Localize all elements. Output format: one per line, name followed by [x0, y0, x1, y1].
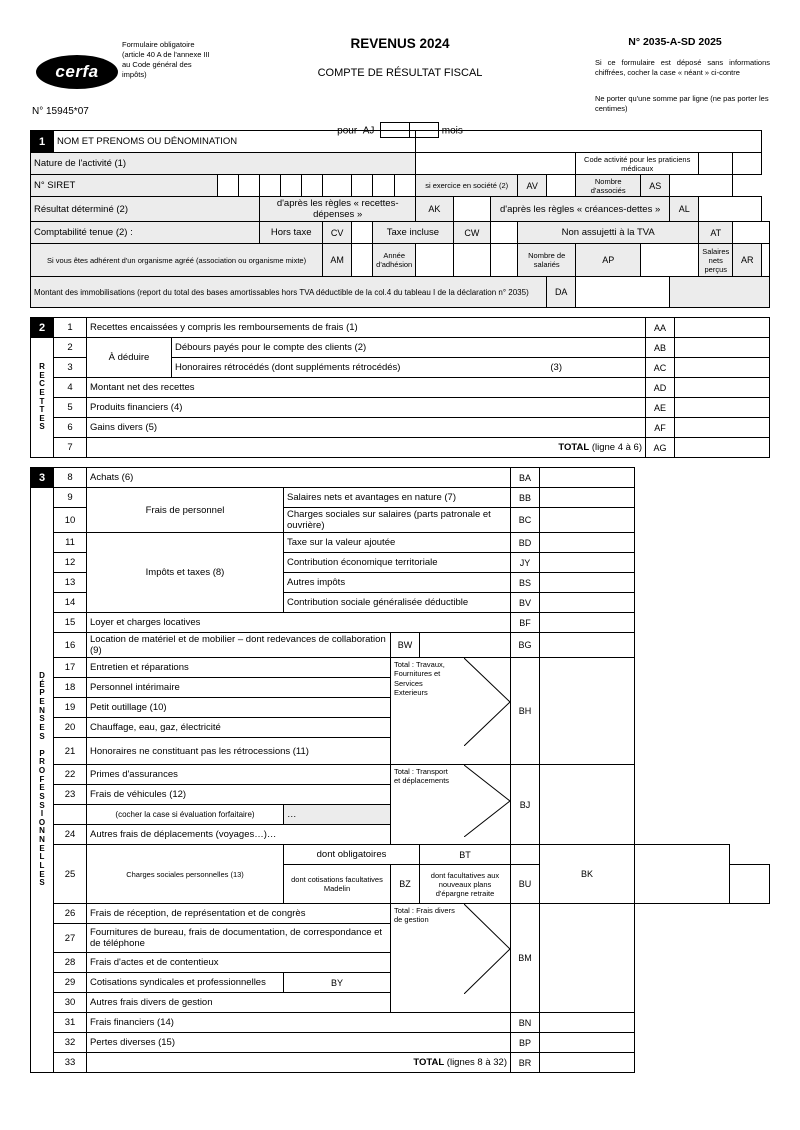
- row-value-7[interactable]: [675, 438, 770, 458]
- row-number-15: 15: [54, 613, 87, 633]
- table-row: [31, 418, 770, 438]
- annee-adhesion-label: Année d'adhésion: [373, 244, 416, 277]
- row-number-3: 3: [54, 358, 87, 378]
- row-code-bk: BK: [540, 845, 635, 904]
- table-row: [31, 398, 770, 418]
- row-code-10: BC: [511, 508, 540, 533]
- section-3-number: 3: [31, 468, 54, 488]
- row-label-2: Débours payés pour le compte des clients (2): [172, 338, 646, 358]
- row-subvalue-16[interactable]: [420, 633, 511, 658]
- row-value-8[interactable]: [540, 468, 635, 488]
- siret-box-4[interactable]: [281, 175, 302, 197]
- perp-code: BU: [511, 865, 540, 904]
- row-value-2[interactable]: [675, 338, 770, 358]
- perp-label: dont facultatives aux nouveaux plans d'épargne retraite: [420, 865, 511, 904]
- row-label-22: Primes d'assurances: [87, 765, 391, 785]
- row-label-32: Pertes diverses (15): [87, 1033, 511, 1053]
- period-line: [30, 122, 770, 140]
- table-row: [31, 175, 770, 197]
- madelin-label: dont cotisations facultatives Madelin: [284, 865, 391, 904]
- table-row: [31, 1033, 770, 1053]
- brace-transport-shape: [464, 765, 510, 837]
- code-activity-box-2[interactable]: [733, 153, 762, 175]
- period-box-2[interactable]: [410, 122, 439, 138]
- row-value-32[interactable]: [540, 1033, 635, 1053]
- row-number-25: 25: [54, 845, 87, 904]
- total-rest-label-2: (lignes 8 à 32): [444, 1057, 507, 1068]
- pour-label: pour: [337, 125, 358, 137]
- row-label-19: Petit outillage (10): [87, 698, 391, 718]
- brace-transport-label: Total : Transport et déplacements: [394, 767, 450, 786]
- salaires-nets-input[interactable]: [762, 244, 770, 277]
- resultat-box-2[interactable]: [699, 197, 762, 222]
- row-number-8: 8: [54, 468, 87, 488]
- row-label-17: Entretien et réparations: [87, 658, 391, 678]
- section-1-identification: [30, 130, 770, 308]
- form-header: [30, 22, 770, 137]
- activity-label: Nature de l'activité (1): [31, 153, 416, 175]
- row-code-2: AB: [646, 338, 675, 358]
- pour-code: AJ: [362, 125, 375, 137]
- compta-box-3[interactable]: [733, 222, 770, 244]
- row-code-13: BS: [511, 573, 540, 593]
- row-number-2: 2: [54, 338, 87, 358]
- perp-value[interactable]: [730, 865, 770, 904]
- exercice-code: AV: [518, 175, 547, 197]
- row-number-17: 17: [54, 658, 87, 678]
- nb-associes-code: AS: [641, 175, 670, 197]
- row-number-12: 12: [54, 553, 87, 573]
- row-code-9: BB: [511, 488, 540, 508]
- comptabilite-label: Comptabilité tenue (2) :: [31, 222, 260, 244]
- nb-salaries-label: Nombre de salariés: [518, 244, 576, 277]
- organisme-agree-box[interactable]: [352, 244, 373, 277]
- table-row: [31, 197, 770, 222]
- page-title: REVENUS 2024: [350, 36, 450, 51]
- row-number-22: 22: [54, 765, 87, 785]
- row-number-6: 6: [54, 418, 87, 438]
- row-value-11[interactable]: [540, 533, 635, 553]
- row-code-4: AD: [646, 378, 675, 398]
- nb-salaries-input[interactable]: [641, 244, 699, 277]
- table-row: [31, 318, 770, 338]
- neant-note: Si ce formulaire est déposé sans informations chiffrées, cocher la case « néant » ci-contre: [595, 58, 770, 78]
- row-label-24: Autres frais de déplacements (voyages…)…: [87, 825, 391, 845]
- row-label-10: Charges sociales sur salaires (parts patronale et ouvrière): [284, 508, 511, 533]
- row-code-12: JY: [511, 553, 540, 573]
- row-label-20: Chauffage, eau, gaz, électricité: [87, 718, 391, 738]
- nb-associes-input[interactable]: [670, 175, 733, 197]
- row-label-13: Autres impôts: [284, 573, 511, 593]
- salaires-nets-label: Salaires nets perçus: [699, 244, 733, 277]
- row-number-21: 21: [54, 738, 87, 765]
- form-sheet: [30, 22, 770, 1073]
- table-row: [31, 378, 770, 398]
- row-number-33: 33: [54, 1053, 87, 1073]
- page-subtitle: COMPTE DE RÉSULTAT FISCAL: [317, 67, 483, 79]
- row-code-6: AF: [646, 418, 675, 438]
- row-23b-checkbox[interactable]: [284, 805, 391, 825]
- row-label-9: Salaires nets et avantages en nature (7): [284, 488, 511, 508]
- siret-box-1[interactable]: [218, 175, 239, 197]
- siret-box-9[interactable]: [394, 175, 416, 197]
- row-label-1: Recettes encaissées y compris les remboursements de frais (1): [87, 318, 646, 338]
- row-number-16: 16: [54, 633, 87, 658]
- row-value-16[interactable]: [540, 633, 635, 658]
- row-value-12[interactable]: [540, 553, 635, 573]
- row-code-31: BN: [511, 1013, 540, 1033]
- row-code-33: BR: [511, 1053, 540, 1073]
- total-bold-label: TOTAL: [558, 442, 590, 453]
- brace-travaux: [391, 658, 511, 765]
- row-code-16: BG: [511, 633, 540, 658]
- immobilisations-label: Montant des immobilisations (report du total des bases amortissables hors TVA déductible de la col.4 du tableau I de la déclaration n° 2035): [31, 277, 547, 308]
- row-code-15: BF: [511, 613, 540, 633]
- row-label-23: Frais de véhicules (12): [87, 785, 391, 805]
- table-row: [31, 1013, 770, 1033]
- row-label-33: [87, 1053, 511, 1073]
- compta-box-1[interactable]: [352, 222, 373, 244]
- row-label-27: Fournitures de bureau, frais de documentation, de correspondance et de téléphone: [87, 924, 391, 953]
- row-value-31[interactable]: [540, 1013, 635, 1033]
- organisme-agree-label: Si vous êtes adhérent d'un organisme agréé (association ou organisme mixte): [31, 244, 323, 277]
- row-code-bh: BH: [511, 658, 540, 765]
- siret-box-2[interactable]: [239, 175, 260, 197]
- siret-box-3[interactable]: [260, 175, 281, 197]
- row-code-14: BV: [511, 593, 540, 613]
- row-code-3: AC: [646, 358, 675, 378]
- row-value-10[interactable]: [540, 508, 635, 533]
- row-number-1: 1: [54, 318, 87, 338]
- row-value-6[interactable]: [675, 418, 770, 438]
- exercice-societe-label: si exercice en société (2): [416, 175, 518, 197]
- row-label-18: Personnel intérimaire: [87, 678, 391, 698]
- total-rest-label: (ligne 4 à 6): [589, 442, 642, 453]
- section-3-depenses: [30, 467, 770, 1073]
- compta-option-2: Taxe incluse: [373, 222, 453, 244]
- cerfa-legal-note: Formulaire obligatoire (article 40 A de l'annexe III au Code général des impôts): [122, 40, 210, 80]
- row-number-7: 7: [54, 438, 87, 458]
- row-number-20: 20: [54, 718, 87, 738]
- dont-obligatoires-code: BT: [420, 845, 511, 865]
- annee-box-2[interactable]: [453, 244, 490, 277]
- row-number-23: 23: [54, 785, 87, 805]
- form-number: N° 2035-A-SD 2025: [628, 36, 722, 48]
- annee-box-3[interactable]: [491, 244, 518, 277]
- row-23b-dots: …: [287, 809, 297, 820]
- name-label: NOM ET PRENOMS OU DÉNOMINATION: [54, 131, 416, 153]
- row-label-3: [172, 358, 646, 378]
- nb-salaries-code: AP: [576, 244, 641, 277]
- row-label-12: Contribution économique territoriale: [284, 553, 511, 573]
- immobilisations-input[interactable]: [576, 277, 670, 308]
- mois-label: mois: [441, 125, 463, 137]
- section-2-recettes: [30, 317, 770, 458]
- table-row: [31, 765, 770, 785]
- row-label-23b: (cocher la case si évaluation forfaitaire): [87, 805, 284, 825]
- centimes-note: Ne porter qu'une somme par ligne (ne pas porter les centimes): [595, 94, 769, 114]
- table-row: [31, 845, 770, 865]
- row-number-23b: [54, 805, 87, 825]
- code-activity-label: Code activité pour les praticiens médicaux: [576, 153, 699, 175]
- row-code-1: AA: [646, 318, 675, 338]
- table-row: [31, 468, 770, 488]
- activity-input[interactable]: [416, 153, 576, 175]
- row-label-7: [87, 438, 646, 458]
- row-number-24: 24: [54, 825, 87, 845]
- code-activity-box-1[interactable]: [699, 153, 733, 175]
- row-code-8: BA: [511, 468, 540, 488]
- row-number-10: 10: [54, 508, 87, 533]
- row-value-5[interactable]: [675, 398, 770, 418]
- charges-sociales-label: Charges sociales personnelles (13): [87, 845, 284, 904]
- row-value-14[interactable]: [540, 593, 635, 613]
- row-code-32: BP: [511, 1033, 540, 1053]
- row-label-4: Montant net des recettes: [87, 378, 646, 398]
- row-number-28: 28: [54, 953, 87, 973]
- siret-box-5[interactable]: [302, 175, 323, 197]
- row-number-5: 5: [54, 398, 87, 418]
- row-label-15: Loyer et charges locatives: [87, 613, 511, 633]
- table-row: [31, 244, 770, 277]
- row-value-bh[interactable]: [540, 658, 635, 765]
- brace-transport: [391, 765, 511, 845]
- row-number-26: 26: [54, 904, 87, 924]
- row-number-32: 32: [54, 1033, 87, 1053]
- row-label-6: Gains divers (5): [87, 418, 646, 438]
- row-label-26: Frais de réception, de représentation et de congrès: [87, 904, 391, 924]
- row-label-28: Frais d'actes et de contentieux: [87, 953, 391, 973]
- row-number-31: 31: [54, 1013, 87, 1033]
- row-label-8: Achats (6): [87, 468, 511, 488]
- table-row: [31, 613, 770, 633]
- row-number-29: 29: [54, 973, 87, 993]
- row-value-bj[interactable]: [540, 765, 635, 845]
- brace-travaux-label: Total : Travaux, Fournitures et Services Exterieurs: [394, 660, 445, 698]
- row-code-5: AE: [646, 398, 675, 418]
- row-label-11: Taxe sur la valeur ajoutée: [284, 533, 511, 553]
- row-number-18: 18: [54, 678, 87, 698]
- resultat-code-2: AL: [670, 197, 699, 222]
- compta-code-3: AT: [699, 222, 733, 244]
- section-1-number: 1: [31, 131, 54, 153]
- row-label-14: Contribution sociale généralisée déductible: [284, 593, 511, 613]
- a-deduire-group: À déduire: [87, 338, 172, 378]
- impots-taxes-group: Impôts et taxes (8): [87, 533, 284, 613]
- row-label-30: Autres frais divers de gestion: [87, 993, 391, 1013]
- compta-code-2: CW: [453, 222, 490, 244]
- row-label-21: Honoraires ne constituant pas les rétrocessions (11): [87, 738, 391, 765]
- compta-code-1: CV: [323, 222, 352, 244]
- resultat-option-1: d'après les règles « recettes-dépenses »: [260, 197, 416, 222]
- siret-box-8[interactable]: [373, 175, 395, 197]
- row-label-29: Cotisations syndicales et professionnelles: [87, 973, 284, 993]
- row-code-bj: BJ: [511, 765, 540, 845]
- compta-option-1: Hors taxe: [260, 222, 323, 244]
- row-value-9[interactable]: [540, 488, 635, 508]
- resultat-box-1[interactable]: [453, 197, 490, 222]
- dont-obligatoires-value[interactable]: [511, 845, 540, 865]
- table-row: [31, 1053, 770, 1073]
- row-value-13[interactable]: [540, 573, 635, 593]
- table-row: [31, 153, 770, 175]
- siret-box-6[interactable]: [323, 175, 352, 197]
- brace-gestion: [391, 904, 511, 1013]
- table-row: [31, 904, 770, 924]
- row-subcode-16: BW: [391, 633, 420, 658]
- row-value-4[interactable]: [675, 378, 770, 398]
- row-number-19: 19: [54, 698, 87, 718]
- row-value-33[interactable]: [540, 1053, 635, 1073]
- immobilisations-code: DA: [547, 277, 576, 308]
- salaires-nets-code: AR: [733, 244, 762, 277]
- row-label-31: Frais financiers (14): [87, 1013, 511, 1033]
- brace-gestion-shape: [464, 904, 510, 994]
- resultat-code-1: AK: [416, 197, 453, 222]
- organisme-agree-code: AM: [323, 244, 352, 277]
- immobilisations-filler: [670, 277, 770, 308]
- row-value-bk[interactable]: [635, 845, 730, 904]
- row-label-5: Produits financiers (4): [87, 398, 646, 418]
- row-number-11: 11: [54, 533, 87, 553]
- row-label-16: Location de matériel et de mobilier – dont redevances de collaboration (9): [87, 633, 391, 658]
- row-number-4: 4: [54, 378, 87, 398]
- table-row: [31, 338, 770, 358]
- row-code-11: BD: [511, 533, 540, 553]
- total-bold-label-2: TOTAL: [413, 1057, 445, 1068]
- section-2-side-label: R E C E T T E S: [31, 338, 54, 458]
- table-row: [31, 658, 770, 678]
- row-code-7: AG: [646, 438, 675, 458]
- cerfa-number: N° 15945*07: [32, 106, 89, 117]
- table-row: [31, 633, 770, 658]
- exercice-input[interactable]: [547, 175, 576, 197]
- brace-travaux-shape: [464, 658, 510, 746]
- brace-gestion-label: Total : Frais divers de gestion: [394, 906, 455, 925]
- dont-obligatoires-label: dont obligatoires: [284, 845, 420, 865]
- row-number-9: 9: [54, 488, 87, 508]
- section-2-number: 2: [31, 318, 54, 338]
- row-value-bm[interactable]: [540, 904, 635, 1013]
- siret-box-7[interactable]: [352, 175, 373, 197]
- section-3-side-label: D É P E N S E S P R O F E S S I O N N E L L E S: [31, 488, 54, 1073]
- table-row: [31, 533, 770, 553]
- siret-label: N° SIRET: [31, 175, 218, 197]
- row-value-15[interactable]: [540, 613, 635, 633]
- annee-box-1[interactable]: [416, 244, 453, 277]
- row-label-3-text: Honoraires rétrocédés (dont suppléments rétrocédés): [175, 362, 401, 373]
- row-value-3[interactable]: [675, 358, 770, 378]
- compta-box-2[interactable]: [491, 222, 518, 244]
- madelin-code: BZ: [391, 865, 420, 904]
- table-row: [31, 438, 770, 458]
- row-number-13: 13: [54, 573, 87, 593]
- row-subcode-29: BY: [284, 973, 391, 993]
- cerfa-logo: cerfa: [36, 55, 118, 89]
- period-box-1[interactable]: [380, 122, 410, 138]
- table-row: [31, 277, 770, 308]
- compta-option-3: Non assujetti à la TVA: [518, 222, 699, 244]
- resultat-option-2: d'après les règles « créances-dettes »: [491, 197, 670, 222]
- row-code-bm: BM: [511, 904, 540, 1013]
- row-number-30: 30: [54, 993, 87, 1013]
- row-number-27: 27: [54, 924, 87, 953]
- row-value-1[interactable]: [675, 318, 770, 338]
- row-note-3: (3): [550, 362, 562, 373]
- row-number-14: 14: [54, 593, 87, 613]
- frais-personnel-group: Frais de personnel: [87, 488, 284, 533]
- nb-associes-label: Nombre d'associés: [576, 175, 641, 197]
- table-row: [31, 488, 770, 508]
- table-row: [31, 222, 770, 244]
- resultat-label: Résultat déterminé (2): [31, 197, 260, 222]
